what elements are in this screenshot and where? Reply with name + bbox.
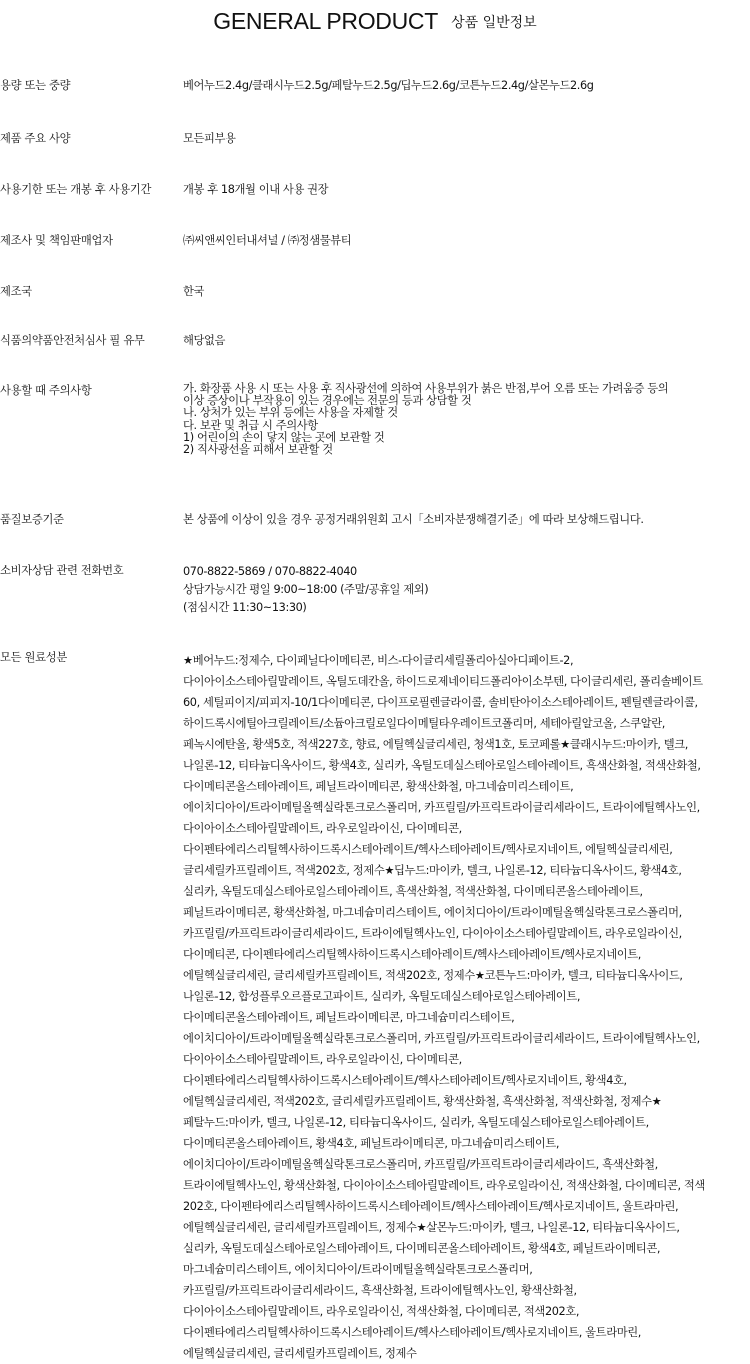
ingredient-line: 페닐트라이메티콘, 황색산화철, 마그네슘미리스테이트, 에이치디아이/트라이메틸올헥실락톤크로스폴리머, [183, 906, 682, 919]
page-subtitle: 상품 일반정보 [451, 15, 537, 31]
ingredient-line: 다이메티콘올스테아레이트, 페닐트라이메티콘, 황색산화철, 마그네슘미리스테이트, [183, 780, 574, 793]
ingredient-line: 실리카, 옥틸도데실스테아로일스테아레이트, 다이메티콘올스테아레이트, 황색4호, 페닐트라이메티콘, [183, 1242, 661, 1255]
ingredient-line: 실리카, 옥틸도데실스테아로일스테아레이트, 흑색산화철, 적색산화철, 다이메티콘올스테아레이트, [183, 885, 643, 898]
ingredient-line: 하이드록시에틸아크릴레이트/소듐아크릴로일다이메틸타우레이트코폴리머, 세테아릴알코올, 스쿠알란, [183, 717, 665, 730]
value-line: 다. 보관 및 취급 시 주의사항 [183, 418, 318, 432]
row-label: 식품의약품안전처심사 필 유무 [0, 334, 145, 347]
ingredient-line: 다이아이소스테아릴말레이트, 라우로일라이신, 다이메티콘, [183, 822, 462, 835]
ingredient-line: 다이메티콘, 다이펜타에리스리틸헥사하이드록시스테아레이트/헥사스테아레이트/헥사로지네이트, [183, 948, 641, 961]
ingredient-line: 60, 세틸피이지/피피지-10/1다이메티콘, 다이프로필렌글라이콜, 솔비탄아이소스테아레이트, 펜틸렌글라이콜, [183, 696, 698, 709]
ingredient-line: 다이아이소스테아릴말레이트, 라우로일라이신, 적색산화철, 다이메티콘, 적색202호, [183, 1305, 580, 1318]
value-line: 본 상품에 이상이 있을 경우 공정거래위원회 고시「소비자분쟁해결기준」에 따라 보상해드립니다. [183, 513, 644, 526]
ingredient-line: 에틸헥실글리세린, 글리세릴카프릴레이트, 적색202호, 정제수★코튼누드:마이카, 텔크, 티타늄디옥사이드, [183, 969, 683, 982]
ingredient-line: 다이펜타에리스리틸헥사하이드록시스테아레이트/헥사스테아레이트/헥사로지네이트, 에틸헥실글리세린, [183, 843, 673, 856]
ingredient-line: 다이메티콘올스테아레이트, 페닐트라이메티콘, 마그네슘미리스테이트, [183, 1011, 515, 1024]
row-value [183, 333, 738, 349]
page-title: GENERAL PRODUCT [213, 8, 438, 34]
row-label: 제품 주요 사양 [0, 132, 71, 145]
row-value [183, 383, 738, 456]
ingredient-line: 페녹시에탄올, 황색5호, 적색227호, 향료, 에틸헥실글리세린, 청색1호, 토코페롤★클래시누드:마이카, 텔크, [183, 738, 688, 751]
row-label: 제조국 [0, 285, 32, 298]
row-label: 사용기한 또는 개봉 후 사용기간 [0, 183, 152, 196]
row-label: 모든 원료성분 [0, 651, 67, 664]
ingredient-line: 나일론-12, 티타늄디옥사이드, 황색4호, 실리카, 옥틸도데실스테아로일스테아레이트, 흑색산화철, 적색산화철, [183, 759, 701, 772]
value-line: 해당없음 [183, 334, 226, 347]
row-value [183, 233, 738, 249]
row-value [183, 563, 738, 617]
row-value [183, 131, 738, 147]
page-header [0, 8, 750, 35]
row-value [183, 512, 738, 528]
ingredient-line: 다이펜타에리스리틸헥사하이드록시스테아레이트/헥사스테아레이트/헥사로지네이트, 울트라마린, [183, 1326, 641, 1339]
ingredient-line: 페탈누드:마이카, 텔크, 나일론-12, 티타늄디옥사이드, 실리카, 옥틸도데실스테아로일스테아레이트, [183, 1116, 649, 1129]
ingredient-line: 트라이에틸헥사노인, 황색산화철, 다이아이소스테아릴말레이트, 라우로일라이신, 적색산화철, 다이메티콘, 적색 [183, 1179, 705, 1192]
value-line: 베어누드2.4g/클래시누드2.5g/페탈누드2.5g/딥누드2.6g/코튼누드2.4g/살몬누드2.6g [183, 79, 594, 92]
ingredients-list [183, 650, 738, 1364]
row-value [183, 182, 738, 198]
row-value [183, 284, 738, 300]
row-label: 품질보증기준 [0, 513, 64, 526]
ingredient-line: 에틸헥실글리세린, 글리세릴카프릴레이트, 정제수★살몬누드:마이카, 텔크, 나일론-12, 티타늄디옥사이드, [183, 1221, 680, 1234]
value-line: 한국 [183, 285, 205, 298]
ingredient-line: 에이치디아이/트라이메틸올헥실락톤크로스폴리머, 카프릴릴/카프릭트라이글리세라이드, 트라이에틸헥사노인, [183, 1032, 700, 1045]
ingredient-line: 다이펜타에리스리틸헥사하이드록시스테아레이트/헥사스테아레이트/헥사로지네이트, 황색4호, [183, 1074, 627, 1087]
lunch-hours: (점심시간 11:30~13:30) [183, 601, 307, 614]
value-line: 가. 화장품 사용 시 또는 사용 후 직사광선에 의하여 사용부위가 붉은 반점,부어 오름 또는 가려움증 등의 [183, 382, 669, 395]
ingredient-line: 카프릴릴/카프릭트라이글리세라이드, 트라이에틸헥사노인, 다이아이소스테아릴말레이트, 라우로일라이신, [183, 927, 682, 940]
ingredient-line: 다이아이소스테아릴말레이트, 라우로일라이신, 다이메티콘, [183, 1053, 462, 1066]
ingredient-line: 다이아이소스테아릴말레이트, 옥틸도데칸올, 하이드로제네이티드폴리아이소부텐, 다이글리세린, 폴리솔베이트 [183, 675, 703, 688]
ingredient-line: ★베어누드:정제수, 다이페닐다이메티콘, 비스-다이글리세릴폴리아실아디페이트-2, [183, 654, 574, 667]
consult-hours: 상담가능시간 평일 9:00~18:00 (주말/공휴일 제외) [183, 583, 429, 596]
row-label: 사용할 때 주의사항 [0, 384, 92, 397]
value-line: 2) 직사광선을 피해서 보관할 것 [183, 443, 333, 457]
row-value [183, 78, 738, 94]
ingredient-line: 에이치디아이/트라이메틸올헥실락톤크로스폴리머, 카프릴릴/카프릭트라이글리세라이드, 트라이에틸헥사노인, [183, 801, 700, 814]
value-line: 개봉 후 18개월 이내 사용 권장 [183, 183, 329, 196]
row-label: 용량 또는 중량 [0, 79, 71, 92]
ingredient-line: 에이치디아이/트라이메틸올헥실락톤크로스폴리머, 카프릴릴/카프릭트라이글리세라이드, 흑색산화철, [183, 1158, 658, 1171]
ingredient-line: 202호, 다이펜타에리스리틸헥사하이드록시스테아레이트/헥사스테아레이트/헥사로지네이트, 울트라마린, [183, 1200, 679, 1213]
value-line: ㈜씨앤씨인터내셔널 / ㈜정샘물뷰티 [183, 234, 352, 247]
value-line: 1) 어린이의 손이 닿지 않는 곳에 보관할 것 [183, 430, 385, 444]
ingredient-line: 나일론-12, 합성플루오르플로고파이트, 실리카, 옥틸도데실스테아로일스테아레이트, [183, 990, 581, 1003]
ingredient-line: 다이메티콘올스테아레이트, 황색4호, 페닐트라이메티콘, 마그네슘미리스테이트, [183, 1137, 560, 1150]
value-line: 나. 상처가 있는 부위 등에는 사용을 자제할 것 [183, 406, 398, 420]
ingredient-line: 글리세릴카프릴레이트, 적색202호, 정제수★딥누드:마이카, 텔크, 나일론-12, 티타늄디옥사이드, 황색4호, [183, 864, 682, 877]
value-line: 모든피부용 [183, 132, 236, 145]
phone-numbers: 070-8822-5869 / 070-8822-4040 [183, 565, 357, 578]
ingredient-line: 에틸헥실글리세린, 글리세릴카프릴레이트, 정제수 [183, 1347, 417, 1360]
value-line: 이상 증상이나 부작용이 있는 경우에는 전문의 등과 상담할 것 [183, 394, 472, 408]
row-label: 소비자상담 관련 전화번호 [0, 564, 124, 577]
row-label: 제조사 및 책임판매업자 [0, 234, 113, 247]
ingredient-line: 카프릴릴/카프릭트라이글리세라이드, 흑색산화철, 트라이에틸헥사노인, 황색산화철, [183, 1284, 577, 1297]
ingredient-line: 마그네슘미리스테이트, 에이치디아이/트라이메틸올헥실락톤크로스폴리머, [183, 1263, 533, 1276]
ingredient-line: 에틸헥실글리세린, 적색202호, 글리세릴카프릴레이트, 황색산화철, 흑색산화철, 적색산화철, 정제수★ [183, 1095, 662, 1108]
